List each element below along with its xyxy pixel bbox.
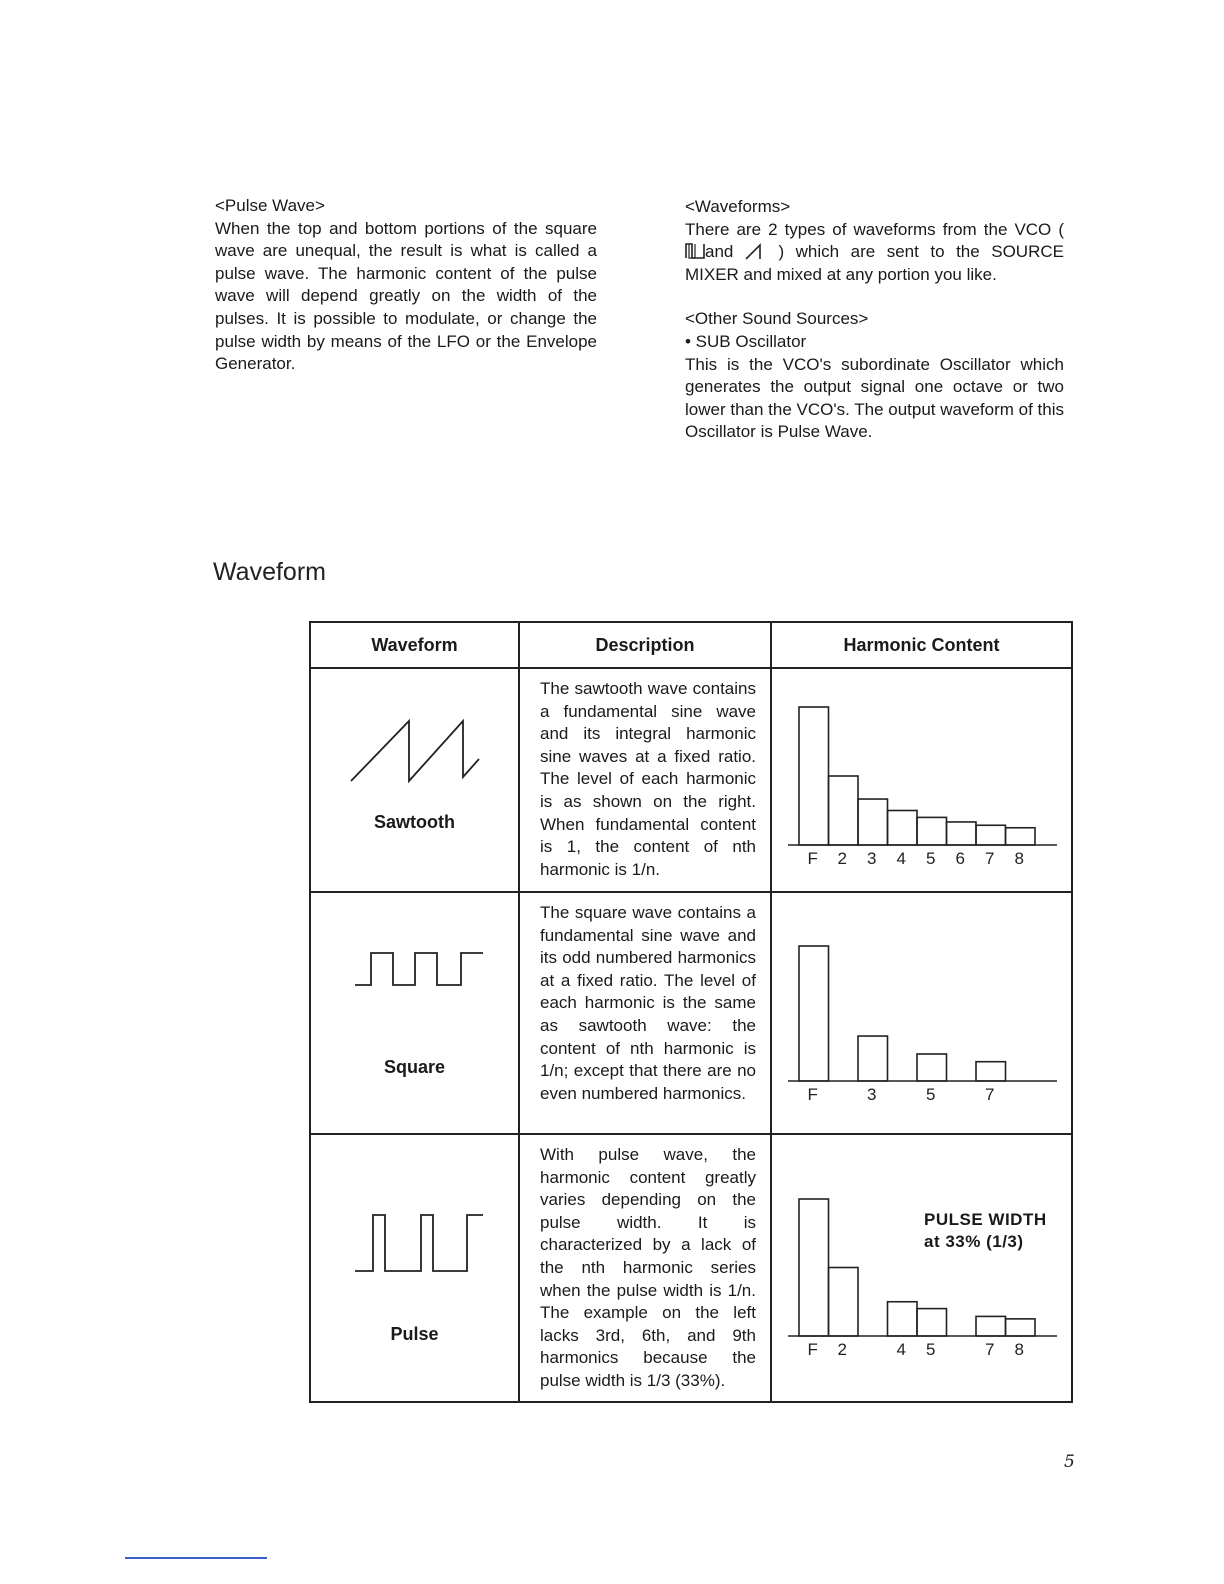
waveform-cell-pulse	[310, 1134, 519, 1402]
harmonic-label: 5	[926, 1340, 936, 1359]
harmonic-label: 4	[896, 849, 906, 868]
harmonic-label: 3	[867, 1085, 877, 1104]
other-sources-heading: <Other Sound Sources>	[685, 309, 869, 329]
table-row-sawtooth	[310, 668, 1072, 892]
harmonic-label: 7	[985, 849, 995, 868]
waveforms-body-and: and	[705, 242, 734, 262]
harmonic-label: F	[807, 1340, 818, 1359]
harmonic-bar	[917, 817, 947, 845]
harmonics-cell-pulse	[771, 1134, 1072, 1402]
pulse-wave-section	[215, 195, 597, 376]
harmonic-bar	[858, 799, 888, 845]
harmonic-bar	[1006, 828, 1036, 845]
pulse-width-note-line2: at 33% (1/3)	[924, 1232, 1024, 1251]
harmonic-bar	[829, 1268, 859, 1337]
harmonic-label: F	[807, 849, 818, 868]
waveforms-heading: <Waveforms>	[685, 197, 791, 216]
harmonic-label: 6	[955, 849, 965, 868]
table-header-row	[310, 622, 1072, 668]
harmonic-label: 4	[896, 1340, 906, 1359]
table-row-pulse	[310, 1134, 1072, 1402]
description-square: The square wave contains a fundamental sine wave and its odd numbered harmonics at a fixed ratio. The level of each harmonic is the same as sawtooth wave: the content of nth harmonic is 1/n; except that there are no even numbered harmonics.	[519, 892, 771, 1134]
right-column	[685, 196, 1064, 444]
waveform-table	[309, 621, 1073, 1403]
description-pulse: With pulse wave, the harmonic content greatly varies depending on the pulse width. It is characterized by a lack of the nth harmonic series when the pulse width is 1/n. The example on the left lacks 3rd, 6th, and 9th harmonics because the pulse width is 1/3 (33%).	[519, 1134, 771, 1402]
pulse-wave-symbol-icon	[685, 242, 705, 260]
harmonic-label: 2	[837, 1340, 847, 1359]
pulse-wave-heading: <Pulse Wave>	[215, 196, 325, 215]
waveforms-body-post: ) which are sent to the SOURCE MIXER and mixed at any portion you like.	[685, 242, 1064, 284]
harmonic-label: 8	[1014, 1340, 1024, 1359]
waveforms-body-pre: There are 2 types of waveforms from the VCO (	[685, 219, 1064, 239]
page-number: 5	[1064, 1452, 1075, 1472]
square-wave-icon	[311, 893, 520, 1135]
harmonic-bar	[799, 707, 829, 845]
pulse-wave-icon	[311, 1135, 520, 1403]
harmonic-label: 5	[926, 849, 936, 868]
table-row-square	[310, 892, 1072, 1134]
sawtooth-wave-icon	[311, 669, 520, 893]
harmonic-label: 7	[985, 1085, 995, 1104]
harmonic-label: 2	[837, 849, 847, 868]
harmonic-bar	[888, 811, 918, 846]
harmonic-bar	[917, 1309, 947, 1336]
harmonic-label: 5	[926, 1085, 936, 1104]
pulse-width-note	[924, 1209, 1047, 1253]
harmonic-label: 7	[985, 1340, 995, 1359]
harmonic-bar	[799, 1199, 829, 1336]
square-label: Square	[383, 1057, 446, 1077]
harmonic-bar	[858, 1036, 888, 1081]
header-description: Description	[519, 622, 771, 668]
harmonic-bar	[888, 1302, 918, 1336]
harmonics-cell-sawtooth	[771, 668, 1072, 892]
harmonic-label: F	[807, 1085, 818, 1104]
pulse-label: Pulse	[390, 1324, 439, 1344]
harmonic-chart-square	[772, 893, 1073, 1135]
harmonic-chart-sawtooth	[772, 669, 1073, 893]
harmonic-label: 8	[1014, 849, 1024, 868]
harmonics-cell-square	[771, 892, 1072, 1134]
harmonic-bar	[829, 776, 859, 845]
pulse-wave-body: When the top and bottom portions of the square wave are unequal, the result is what is called a pulse wave. The harmonic content of the pulse wave will depend greatly on the width of the pulses. It is possible to modulate, or change the pulse width by means of the LFO or the Envelope Generator.	[215, 218, 597, 374]
harmonic-bar	[976, 1062, 1006, 1081]
waveform-cell-sawtooth	[310, 668, 519, 892]
description-sawtooth: The sawtooth wave contains a fundamental sine wave and its integral harmonic sine waves at a fixed ratio. The level of each harmonic is as shown on the right. When fundamental content is 1, the content of nth harmonic is 1/n.	[519, 668, 771, 892]
bottom-rule	[125, 1557, 267, 1559]
waveforms-body	[685, 219, 1064, 287]
header-harmonic-content: Harmonic Content	[771, 622, 1072, 668]
section-title: Waveform	[213, 558, 326, 586]
harmonic-bar	[799, 946, 829, 1081]
harmonic-bar	[947, 822, 977, 845]
harmonic-bar	[917, 1054, 947, 1081]
pulse-width-note-line1: PULSE WIDTH	[924, 1210, 1047, 1229]
harmonic-bar	[976, 1316, 1006, 1336]
sawtooth-label: Sawtooth	[374, 812, 455, 832]
harmonic-label: 3	[867, 849, 877, 868]
sub-oscillator-bullet: • SUB Oscillator	[685, 331, 807, 351]
waveform-cell-square	[310, 892, 519, 1134]
harmonic-bar	[1006, 1319, 1036, 1336]
sub-oscillator-body: This is the VCO's subordinate Oscillator which generates the output signal one octave or two lower than the VCO's. The output waveform of this Oscillator is Pulse Wave.	[685, 354, 1065, 442]
header-waveform: Waveform	[310, 622, 519, 668]
sawtooth-symbol-icon	[745, 242, 767, 260]
harmonic-chart-pulse	[772, 1135, 1073, 1403]
harmonic-bar	[976, 825, 1006, 845]
